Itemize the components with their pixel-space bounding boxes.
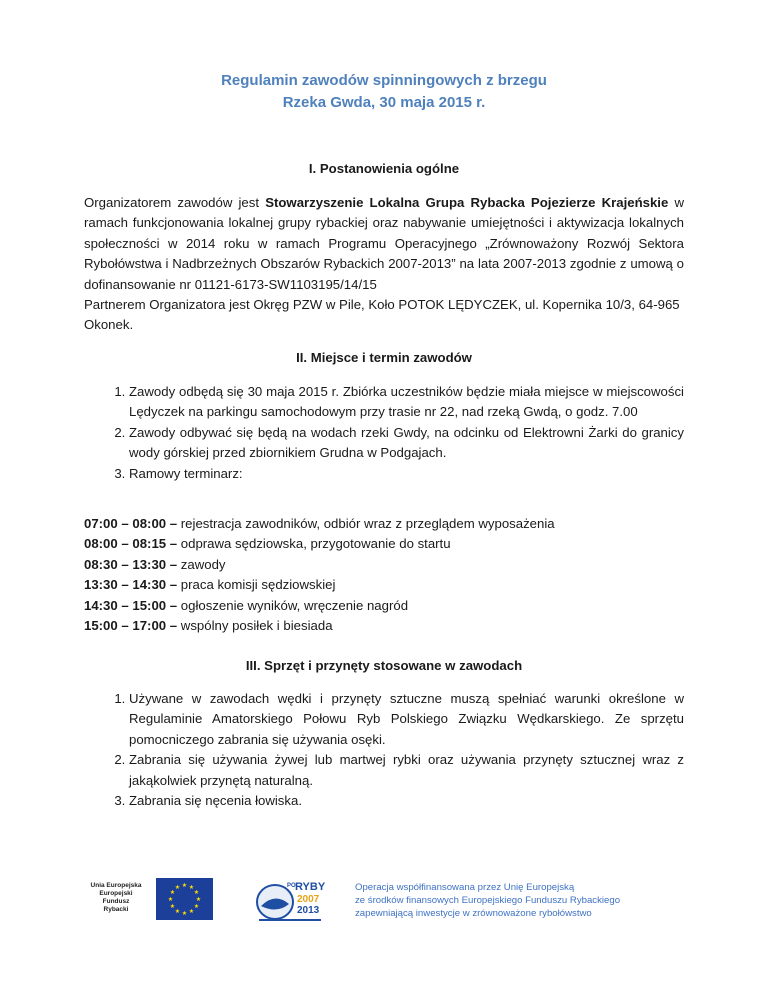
eu-label-line: Rybacki (103, 906, 129, 913)
footer (0, 878, 768, 928)
svg-text:★: ★ (193, 889, 200, 896)
schedule-time: 14:30 – 15:00 – (84, 597, 178, 613)
list-item: 1. Używane w zawodach wędki i przynęty sztuczne muszą spełniać warunki określone w Regulaminie Amatorskiego Połowu Ryb Polskiego Związku Wędkarskiego. Ze sprzętu pomocniczego zabrania się używania osęki. (129, 689, 684, 750)
svg-text:PO: PO (287, 883, 296, 889)
schedule-time: 08:30 – 13:30 – (84, 556, 178, 572)
schedule-desc: rejestracja zawodników, odbiór wraz z przeglądem wyposażenia (177, 516, 555, 531)
schedule-row (84, 575, 684, 595)
list-item: 3. Zabrania się nęcenia łowiska. (129, 791, 684, 811)
schedule-desc: zawody (177, 556, 226, 572)
footer-text-line: ze środków finansowych Europejskiego Funduszu Rybackiego (355, 895, 621, 906)
schedule-row (84, 555, 684, 575)
schedule-list (84, 514, 684, 636)
cofinancing-note (355, 881, 635, 920)
section2-list (84, 382, 684, 484)
svg-text:★: ★ (188, 884, 195, 891)
schedule-desc: praca komisji sędziowskiej (177, 577, 336, 593)
schedule-time: 07:00 – 08:00 – (84, 516, 178, 531)
section2-heading: II. Miejsce i termin zawodów (296, 350, 472, 365)
list-item: 1. Zawody odbędą się 30 maja 2015 r. Zbiórka uczestników będzie miała miejsce w miejscowości Lędyczek na parkingu samochodowym przy trasie nr 22, nad rzeką Gwdą, o godz. 7.00 (129, 382, 684, 423)
svg-text:★: ★ (167, 896, 174, 903)
po-ryby-logo-icon (255, 878, 325, 924)
document-title-line1: Regulamin zawodów spinningowych z brzegu (221, 72, 547, 89)
svg-text:★: ★ (195, 896, 202, 903)
organizer-details: w ramach funkcjonowania lokalnej grupy rybackiej oraz nabywanie umiejętności i aktywizacja lokalnych społeczności w 2014 roku w ramach Programu Operacyjnego „Zrównoważony Rozwój Sektora Rybołówstwa i Nadbrzeżnych Obszarów Rybackich 2007-2013” na lata 2007-2013 zgodnie z umową o dofinansowanie nr 01121-6173-SW1103195/14/15 (84, 195, 684, 292)
schedule-row (84, 616, 684, 636)
svg-text:2007: 2007 (297, 894, 320, 905)
eu-label-line: Europejski (99, 890, 133, 897)
list-item: 2. Zawody odbywać się będą na wodach rzeki Gwdy, na odcinku od Elektrowni Żarki do granicy wody górskiej przed zbiornikiem Grudna w Podgajach. (129, 423, 684, 464)
organizer-intro: Organizatorem zawodów jest (84, 195, 266, 210)
eu-label-line: Unia Europejska (90, 882, 142, 889)
section3-list (84, 689, 684, 811)
eu-fund-label (86, 882, 146, 914)
schedule-row (84, 596, 684, 616)
list-item: 2. Zabrania się używania żywej lub martwej rybki oraz używania przynęty sztucznej wraz z jakąkolwiek przynętą naturalną. (129, 750, 684, 791)
svg-text:★: ★ (169, 903, 176, 910)
svg-text:2013: 2013 (297, 905, 320, 916)
svg-text:★: ★ (188, 908, 195, 915)
schedule-desc: ogłoszenie wyników, wręczenie nagród (177, 597, 409, 613)
svg-text:RYBY: RYBY (295, 881, 325, 893)
footer-text-line: zapewniającą inwestycje w zrównoważone rybołówstwo (355, 908, 592, 919)
svg-text:★: ★ (174, 908, 181, 915)
svg-text:★: ★ (169, 889, 176, 896)
eu-label-line: Fundusz (102, 898, 130, 905)
section3-heading: III. Sprzęt i przynęty stosowane w zawodach (245, 658, 523, 673)
svg-text:★: ★ (193, 903, 200, 910)
document-title-line2: Rzeka Gwda, 30 maja 2015 r. (282, 94, 486, 111)
organizer-name: Stowarzyszenie Lokalna Grupa Rybacka Pojezierze Krajeńskie (265, 195, 669, 210)
schedule-time: 13:30 – 14:30 – (84, 577, 178, 593)
section1-paragraph2: Partnerem Organizatora jest Okręg PZW w Pile, Koło POTOK LĘDYCZEK, ul. Kopernika 10/3, 64-965 Okonek. (84, 297, 680, 333)
schedule-row (84, 514, 684, 534)
schedule-desc: wspólny posiłek i biesiada (177, 618, 333, 634)
svg-text:★: ★ (181, 882, 188, 889)
schedule-time: 08:00 – 08:15 – (84, 536, 178, 552)
svg-text:★: ★ (181, 910, 188, 917)
section1-paragraph1 (84, 193, 684, 295)
svg-text:★: ★ (174, 884, 181, 891)
schedule-desc: odprawa sędziowska, przygotowanie do startu (177, 536, 451, 552)
list-item: 3. Ramowy terminarz: (129, 464, 684, 484)
schedule-time: 15:00 – 17:00 – (84, 618, 178, 634)
eu-flag-icon (156, 878, 213, 920)
footer-text-line: Operacja współfinansowana przez Unię Europejską (355, 882, 575, 893)
section1-heading: I. Postanowienia ogólne (308, 161, 460, 176)
schedule-row (84, 534, 684, 554)
